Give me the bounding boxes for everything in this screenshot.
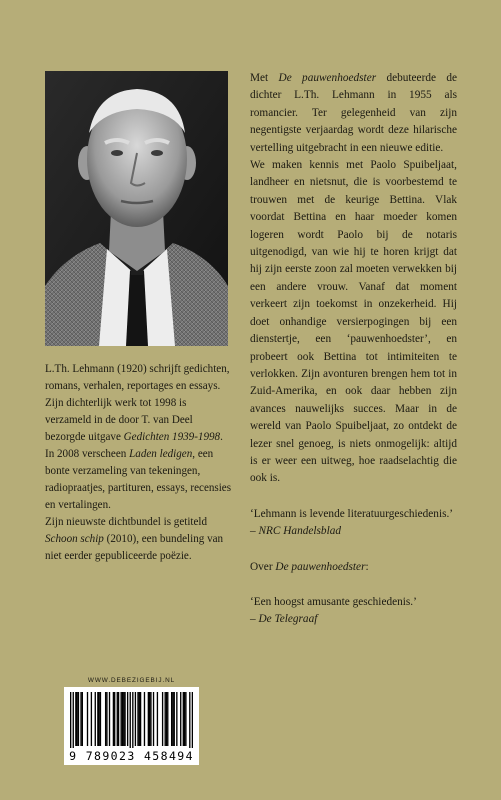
barcode-bar <box>91 692 92 746</box>
barcode-bar <box>97 692 98 746</box>
barcode-bar <box>76 692 77 746</box>
barcode-bar <box>150 692 151 746</box>
publisher-url: WWW.DEBEZIGEBIJ.NL <box>87 677 176 684</box>
barcode-bar <box>98 692 99 746</box>
barcode-bar <box>144 692 145 746</box>
barcode-bar <box>149 692 150 746</box>
barcode-bar <box>183 692 184 746</box>
bio-paragraph-3: Zijn nieuwste dichtbundel is getiteld Schoon schip (2010), een bundeling van niet eerder gepubliceerde poëzie. <box>45 516 224 562</box>
barcode-bar <box>114 692 115 746</box>
barcode-bar <box>140 692 141 746</box>
barcode-bar <box>176 692 177 746</box>
barcode-bar <box>120 692 121 746</box>
barcode-bar <box>118 692 119 746</box>
barcode-bar <box>184 692 185 746</box>
barcode-bar <box>124 692 125 746</box>
barcode-bars <box>70 692 193 748</box>
barcode-bar <box>80 692 81 746</box>
barcode-bar <box>117 692 118 746</box>
barcode-bar <box>95 692 96 746</box>
barcode-bar <box>171 692 172 746</box>
barcode-bar <box>148 692 149 746</box>
over-heading: Over De pauwenhoedster: <box>250 560 369 573</box>
barcode-bar <box>100 692 101 746</box>
blurb-paragraph-1: Met De pauwenhoedster debuteerde de dichter L.Th. Lehmann in 1955 als romancier. Ter gelegenheid van zijn negentigste verjaardag wordt deze hilarische vertelling uitgebracht in een nieuwe editie. <box>250 72 457 154</box>
barcode-bar <box>166 692 167 746</box>
author-photo <box>45 71 228 346</box>
barcode-bar <box>87 692 88 746</box>
press-quote-nrc: ‘Lehmann is levende literatuurgeschiedenis.’ – NRC Handelsblad <box>250 507 453 538</box>
barcode-bar <box>127 692 128 746</box>
barcode-bar <box>157 692 158 746</box>
barcode-bar <box>162 692 163 746</box>
barcode-bar <box>70 692 71 748</box>
barcode-bar <box>139 692 140 746</box>
author-bio <box>45 361 232 565</box>
book-blurb <box>250 70 457 629</box>
barcode-bar <box>174 692 175 746</box>
isbn-number: 9 789023 458494 <box>69 749 194 763</box>
barcode-bar <box>122 692 123 746</box>
barcode-bar <box>109 692 110 746</box>
barcode-bar <box>165 692 166 746</box>
barcode-bar <box>75 692 76 746</box>
author-portrait-illustration <box>45 71 228 346</box>
barcode-bar <box>123 692 124 746</box>
barcode-bar <box>172 692 173 746</box>
barcode-bar <box>132 692 133 748</box>
barcode-bar <box>189 692 190 748</box>
barcode-bar <box>106 692 107 746</box>
barcode-bar <box>153 692 154 746</box>
barcode-bar <box>180 692 181 746</box>
barcode-bar <box>78 692 79 746</box>
press-quote-telegraaf: ‘Een hoogst amusante geschiedenis.’ – De Telegraaf <box>250 595 417 626</box>
barcode-bar <box>113 692 114 746</box>
barcode-bar <box>192 692 193 748</box>
bio-paragraph-2: In 2008 verscheen Laden ledigen, een bonte verzameling van tekeningen, radiopraatjes, partituren, essays, recensies en vertalingen. <box>45 448 232 511</box>
barcode-bar <box>137 692 138 746</box>
barcode-bar <box>130 692 131 748</box>
bio-paragraph-1: L.Th. Lehmann (1920) schrijft gedichten, romans, verhalen, reportages en essays. Zijn dichterlijk werk tot 1998 is verzameld in de door T. van Deel bezorgde uitgave Gedichten 1939-1998. <box>45 363 230 443</box>
barcode-bar <box>105 692 106 746</box>
barcode-bar <box>185 692 186 746</box>
barcode-bar <box>167 692 168 746</box>
barcode-bar <box>82 692 83 746</box>
isbn-barcode <box>64 687 199 765</box>
blurb-paragraph-2: We maken kennis met Paolo Spuibeljaat, landheer en nietsnut, die is voorbestemd te trouwen met de keurige Bettina. Vlak voordat Bettina en haar moeder komen logeren wordt Paolo bij de notaris uitgenodigd, van wie hij te horen krijgt dat hij zijn eerste zoon zal moeten verwekken bij een andere vrouw. Vanaf dat moment verkeert zijn toekomst in onzekerheid. Hij doet onhandige versierpogingen bij een dienstertje, een ‘pauwenhoedster’, en probeert ook Bettina tot intimiteiten te verlokken. Zijn avonturen brengen hem tot in Zuid-Amerika, en ook daar hebben zijn avances nauwelijks succes. Maar in de wereld van Paolo Spuibeljaat, zo ontdekt de lezer snel genoeg, is niets onmogelijk: altijd is er weer een uitweg, hoe raadselachtig die ook is. <box>250 159 457 485</box>
barcode-bar <box>73 692 74 748</box>
barcode-bar <box>135 692 136 746</box>
